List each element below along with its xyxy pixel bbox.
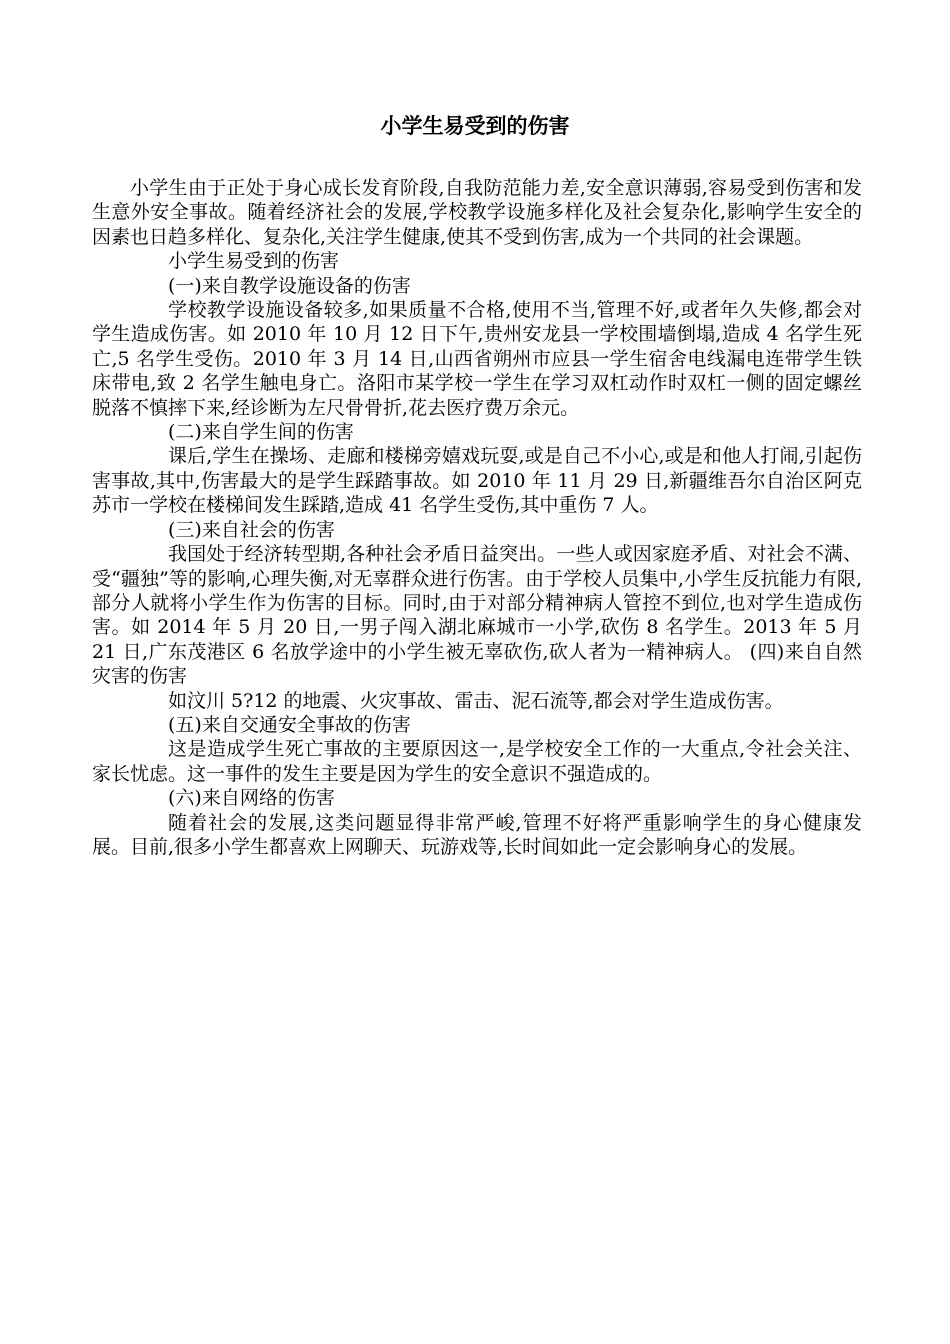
paragraph: (一)来自教学设施设备的伤害 — [168, 274, 411, 297]
paragraph: 小学生由于正处于身心成长发育阶段,自我防范能力差,安全意识薄弱,容易受到伤害和发生意外安全事故。随着经济社会的发展,学校教学设施多样化及社会复杂化,影响学生安全的因素也日趋多样化、复杂化,关注学生健康,使其不受到伤害,成为一个共同的社会课题。 — [92, 177, 862, 248]
paragraph: 这是造成学生死亡事故的主要原因这一,是学校安全工作的一大重点,令社会关注、家长忧虑。这一事件的发生主要是因为学生的安全意识不强造成的。 — [92, 738, 862, 785]
paragraph: 我国处于经济转型期,各种社会矛盾日益突出。一些人或因家庭矛盾、对社会不满、受“疆独”等的影响,心理失衡,对无辜群众进行伤害。由于学校人员集中,小学生反抗能力有限,部分人就将小学生作为伤害的目标。同时,由于对部分精神病人管控不到位,也对学生造成伤害。如 2014 年 5 月 20 日,一男子闯入湖北麻城市一小学,砍伤 8 名学生。2013 年 5 月 21 日,广东茂港区 6 名放学途中的小学生被无辜砍伤,砍人者为一精神病人。 (四)来自自然灾害的伤害 — [92, 543, 862, 688]
paragraph: (三)来自社会的伤害 — [168, 518, 335, 541]
paragraph: 学校教学设施设备较多,如果质量不合格,使用不当,管理不好,或者年久失修,都会对学生造成伤害。如 2010 年 10 月 12 日下午,贵州安龙县一学校围墙倒塌,造成 4 名学生死亡,5 名学生受伤。2010 年 3 月 14 日,山西省朔州市应县一学生宿舍电线漏电连带学生铁床带电,致 2 名学生触电身亡。洛阳市某学校一学生在学习双杠动作时双杠一侧的固定螺丝脱落不慎摔下来,经诊断为左尺骨骨折,花去医疗费万余元。 — [92, 299, 862, 419]
paragraph: 小学生易受到的伤害 — [168, 250, 340, 273]
paragraph: (六)来自网络的伤害 — [168, 787, 335, 810]
paragraph: 课后,学生在操场、走廊和楼梯旁嬉戏玩耍,或是自己不小心,或是和他人打闹,引起伤害事故,其中,伤害最大的是学生踩踏事故。如 2010 年 11 月 29 日,新疆维吾尔自治区阿克苏市一学校在楼梯间发生踩踏,造成 41 名学生受伤,其中重伤 7 人。 — [92, 445, 862, 517]
paragraph: (二)来自学生间的伤害 — [168, 421, 354, 444]
document-title: 小学生易受到的伤害 — [380, 114, 570, 138]
document-body — [92, 176, 862, 859]
paragraph: (五)来自交通安全事故的伤害 — [168, 713, 411, 736]
paragraph: 随着社会的发展,这类问题显得非常严峻,管理不好将严重影响学生的身心健康发展。目前,很多小学生都喜欢上网聊天、玩游戏等,长时间如此一定会影响身心的发展。 — [92, 811, 862, 858]
paragraph: 如汶川 5?12 的地震、火灾事故、雷击、泥石流等,都会对学生造成伤害。 — [168, 689, 784, 712]
